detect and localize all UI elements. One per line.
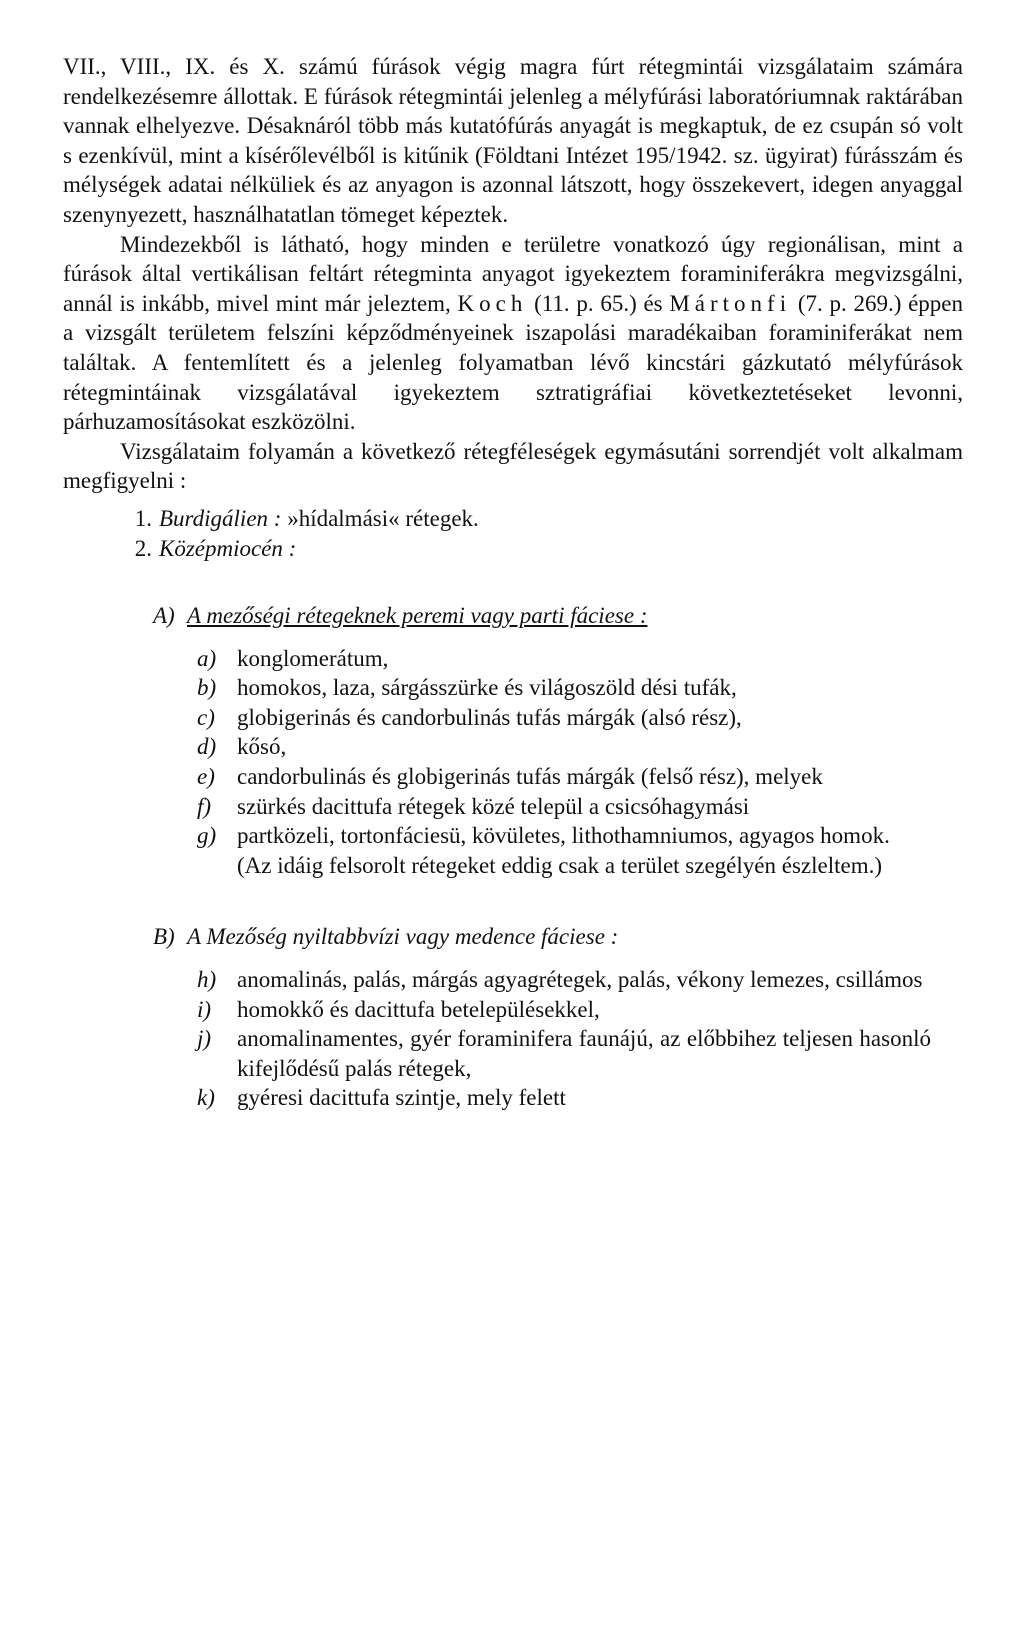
paragraph-investigation-part3: (7. p. 269.) éppen a vizsgált területem felszíni képződményeinek iszapolási maradékaiban foraminiferákat nem találtak. A fentemlített és a jelenleg folyamatban lévő kincstári gázkutató mélyfúrások rétegmintáinak vizsgálatával igyekeztem sztratigráfiai következtetéseket levonni, párhuzamosításokat eszközölni.: [63, 290, 963, 435]
item-title: Burdigálien :: [159, 505, 282, 531]
paragraph-sequence-intro: Vizsgálataim folyamán a következő rétegféleségek egymásutáni sorrendjét volt alkalmam megfigyelni :: [63, 438, 963, 494]
list-item-text: candorbulinás és globigerinás tufás márgák (felső rész), melyek: [237, 764, 823, 790]
item-body: [159, 534, 679, 564]
paragraph-investigation-part1: Mindezekből is látható, hogy minden e területre vonatkozó úgy regionálisan, mint a fúrások által vertikálisan feltárt rétegminta anyagot igyekeztem foraminiferákra megvizsgálni, annál is inkább, mivel mint már jeleztem,: [63, 231, 963, 316]
list-item: [63, 1024, 963, 1083]
author-martonfi: Mártonfi: [669, 290, 792, 316]
list-item-text: anomalinamentes, gyér foraminifera faunájú, az előbbihez teljesen hasonló kifejlődésű palás rétegek,: [237, 1026, 931, 1081]
numbered-item: [63, 504, 963, 534]
author-koch: Koch: [457, 290, 528, 316]
paragraph-investigation: [63, 230, 963, 437]
list-item-label: h): [197, 967, 217, 993]
list-item-text: globigerinás és candorbulinás tufás márgák (alsó rész),: [237, 704, 742, 730]
item-number: 1.: [134, 505, 152, 531]
list-item-text: anomalinás, palás, márgás agyagrétegek, palás, vékony lemezes, csillámos: [237, 967, 923, 993]
list-item-text: partközeli, tortonfáciesü, kövületes, lithothamniumos, agyagos homok.: [237, 823, 890, 849]
list-item-text: szürkés dacittufa rétegek közé települ a csicsóhagymási: [237, 793, 750, 819]
item-body: [159, 504, 679, 534]
item-number: 2.: [134, 535, 152, 561]
list-item: [63, 965, 963, 995]
list-item-label: g): [197, 823, 217, 849]
list-item: [63, 644, 963, 674]
section-b-list: [63, 965, 963, 1113]
list-item-text: homokos, laza, sárgásszürke és világoszöld dési tufák,: [237, 675, 737, 701]
numbered-item: [63, 534, 963, 564]
list-item: [63, 821, 963, 851]
section-a-list: [63, 644, 963, 881]
list-item-label: e): [197, 764, 215, 790]
list-item: [63, 762, 963, 792]
list-item-text: homokkő és dacittufa betelepülésekkel,: [237, 996, 600, 1022]
list-item-text: gyéresi dacittufa szintje, mely felett: [237, 1085, 566, 1111]
paragraph-investigation-part2: (11. p. 65.) és: [527, 290, 670, 316]
list-item-label: k): [197, 1085, 215, 1111]
section-b-heading: [63, 922, 963, 952]
list-item: [63, 1083, 963, 1113]
numbered-list: [63, 504, 963, 563]
list-item: [63, 673, 963, 703]
list-item-label: c): [197, 704, 215, 730]
list-item-label: i): [197, 996, 212, 1022]
list-item-label: d): [197, 734, 217, 760]
list-item-label: j): [197, 1026, 212, 1052]
section-a-heading: [63, 601, 963, 631]
item-rest: »hídalmási« rétegek.: [281, 505, 479, 531]
list-item-label: b): [197, 675, 217, 701]
section-title: A Mezőség nyiltabbvízi vagy medence fáciese :: [187, 924, 619, 950]
section-title: A mezőségi rétegeknek peremi vagy parti fáciese :: [187, 603, 648, 629]
list-item-text: kősó,: [237, 734, 287, 760]
list-item-text: konglomerátum,: [237, 645, 389, 671]
section-label: B): [153, 924, 175, 950]
section-a-note: (Az idáig felsorolt rétegeket eddig csak a terület szegélyén észleltem.): [237, 852, 882, 878]
list-item-label: a): [197, 645, 217, 671]
list-item: [63, 792, 963, 822]
item-title: Középmiocén :: [159, 535, 297, 561]
list-item: [63, 995, 963, 1025]
list-item: [63, 732, 963, 762]
list-item-label: f): [197, 793, 212, 819]
paragraph-boreholes: VII., VIII., IX. és X. számú fúrások végig magra fúrt rétegmintái vizsgálataim számára rendelkezésemre állottak. E fúrások rétegmintái jelenleg a mélyfúrási laboratóriumnak raktárában vannak elhelyezve. Désaknáról több más kutatófúrás anyagát is megkaptuk, de ez csupán só volt s ezenkívül, mint a kísérőlevélből is kitűnik (Földtani Intézet 195/1942. sz. ügyirat) fúrásszám és mélységek adatai nélküliek és az anyagon is azonnal látszott, hogy összekevert, idegen anyaggal szenynyezett, használhatatlan tömeget képeztek.: [63, 54, 963, 227]
section-label: A): [153, 603, 175, 629]
list-item: [63, 703, 963, 733]
document-page: [63, 52, 963, 1113]
